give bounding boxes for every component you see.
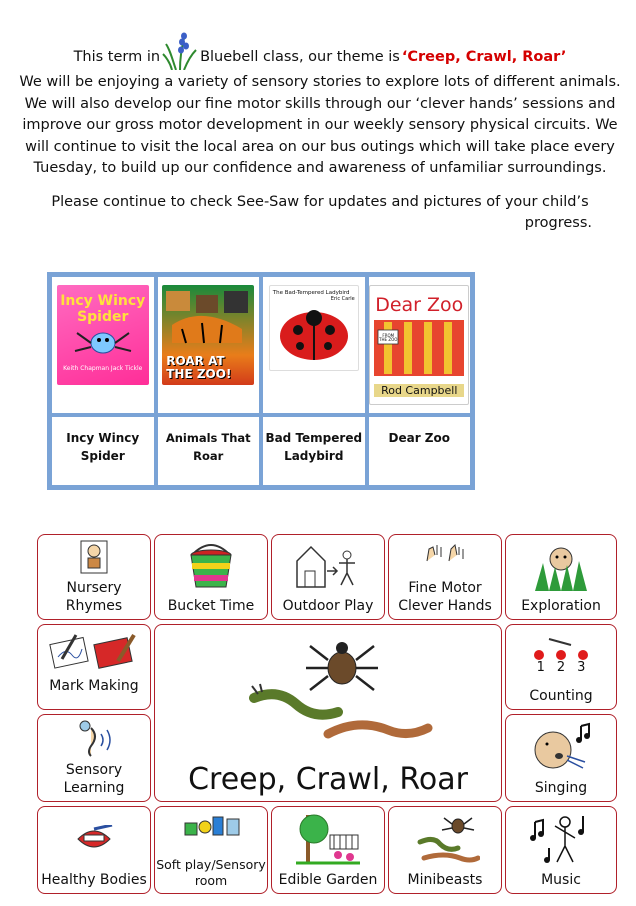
book-cover-cell: [50, 275, 156, 415]
counting-number: 2: [556, 660, 566, 675]
tile-bucket-time: [154, 534, 268, 620]
roar-at-zoo-cover: [162, 285, 254, 385]
tile-label: Edible Garden: [278, 872, 378, 888]
tile-minibeasts: [388, 806, 502, 894]
nursery-rhymes-icon: [79, 540, 109, 574]
cover-authors: Keith Chapman Jack Tickle: [63, 365, 143, 372]
intro-paragraph: We will be enjoying a variety of sensory stories to explore lots of different animals. We will also develop our fine motor skills through our ‘clever hands’ sessions and improve our gross motor development in our weekly sensory physical circuits. We will continue to visit the local area on our bus outings which will take place every Tuesday, to build up our confidence and awareness of unfamiliar surroundings.: [19, 74, 621, 176]
tile-label: Mark Making: [49, 678, 139, 694]
tile-label: Soft play/Sensory room: [156, 857, 266, 888]
tile-label: Sensory Learning: [63, 762, 125, 796]
ladybird-icon: [270, 302, 358, 364]
clever-hands-icon: [423, 541, 467, 563]
minibeasts-center-icon: [218, 638, 438, 758]
tile-label: Exploration: [521, 598, 601, 614]
seesaw-note: Please continue to check See-Saw for updates and pictures of your child’s: [51, 193, 589, 210]
tile-nursery-rhymes: [37, 534, 151, 620]
book-cover-cell: [156, 275, 262, 415]
tile-label: Singing: [534, 780, 588, 796]
mark-making-icon: [48, 631, 140, 671]
tile-sensory-learning: [37, 714, 151, 802]
sensory-learning-icon: [71, 718, 117, 758]
book-title: Incy Wincy Spider: [50, 415, 156, 487]
singing-icon: [529, 722, 593, 772]
counting-number: 3: [577, 660, 586, 675]
incy-wincy-cover: [57, 285, 149, 385]
ladybird-cover: [269, 285, 359, 371]
zoo-crate-icon: [370, 316, 468, 378]
bucket-icon: [184, 541, 238, 591]
bluebell-icon: [162, 30, 198, 70]
intro-mid-text: Bluebell class, our theme is: [200, 48, 400, 65]
book-cover-cell: [261, 275, 367, 415]
music-icon: [529, 812, 593, 866]
tile-edible-garden: [271, 806, 385, 894]
tile-counting: [505, 624, 617, 710]
tile-label: Fine Motor Clever Hands: [398, 580, 492, 614]
counting-icon: [521, 637, 601, 661]
tile-outdoor-play: [271, 534, 385, 620]
tile-label: Bucket Time: [167, 598, 255, 614]
theme-name: ‘Creep, Crawl, Roar’: [401, 48, 567, 65]
zoo-animals-icon: [162, 285, 254, 345]
tile-exploration: [505, 534, 617, 620]
exploration-icon: [533, 541, 589, 591]
intro-heading: [14, 38, 626, 68]
minibeasts-icon: [410, 814, 480, 864]
intro-section: [14, 38, 626, 235]
soft-play-icon: [181, 813, 241, 837]
cover-title: Incy Wincy Spider: [60, 293, 146, 325]
cover-title: ROAR AT THE ZOO!: [166, 354, 232, 381]
book-cover-cell: [367, 275, 473, 415]
tile-label: Music: [541, 872, 581, 888]
outdoor-play-icon: [293, 541, 363, 591]
cover-title: The Bad-Tempered Ladybird: [272, 290, 350, 296]
cover-author: Eric Carle: [330, 296, 355, 302]
tile-fine-motor: [388, 534, 502, 620]
tile-mark-making: [37, 624, 151, 710]
tile-label: Minibeasts: [407, 872, 483, 888]
book-title: Animals That Roar: [156, 415, 262, 487]
seesaw-note-end: progress.: [524, 215, 592, 231]
tile-music: [505, 806, 617, 894]
cover-author: Rod Campbell: [374, 384, 464, 397]
tile-soft-play: [154, 806, 268, 894]
spider-icon: [73, 325, 133, 361]
tile-label: Healthy Bodies: [41, 872, 147, 888]
cover-title: Dear Zoo: [375, 294, 464, 316]
tile-label: Nursery Rhymes: [65, 580, 123, 614]
toothbrush-mouth-icon: [74, 825, 114, 853]
activity-grid: [37, 534, 617, 894]
intro-pre-text: This term in: [73, 48, 161, 65]
tile-label: Outdoor Play: [282, 598, 374, 614]
tile-theme-center: [154, 624, 502, 802]
book-title: Dear Zoo: [367, 415, 473, 487]
book-table: [47, 272, 475, 490]
garden-icon: [296, 813, 360, 865]
counting-number: 1: [536, 660, 545, 675]
tile-healthy-bodies: [37, 806, 151, 894]
dear-zoo-cover: [369, 285, 469, 405]
counting-numbers: [537, 661, 586, 675]
theme-center-label: Creep, Crawl, Roar: [188, 762, 468, 797]
book-title: Bad Tempered Ladybird: [261, 415, 367, 487]
tile-singing: [505, 714, 617, 802]
cover-sticker: FROM THE ZOO: [379, 333, 398, 342]
tile-label: Counting: [529, 688, 593, 704]
